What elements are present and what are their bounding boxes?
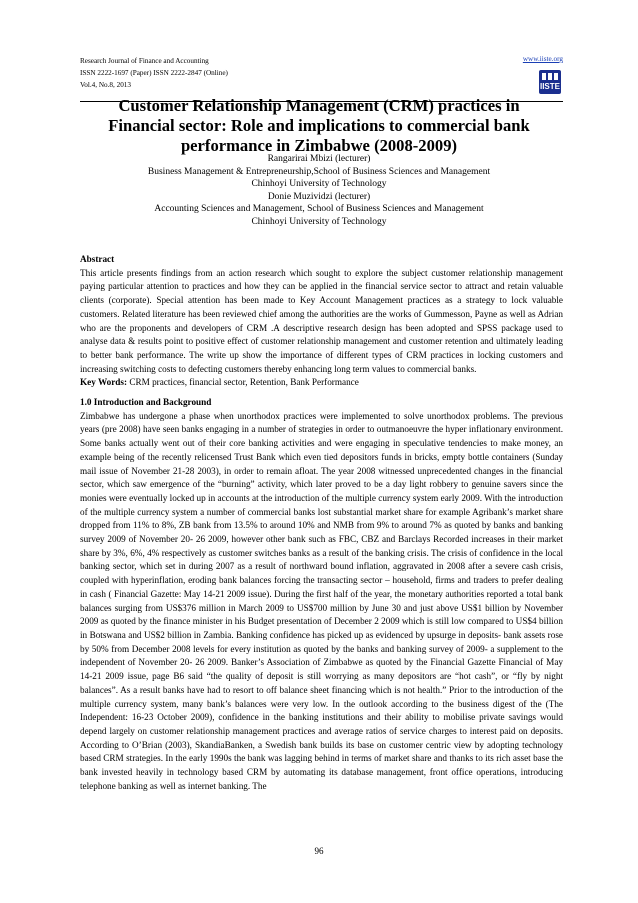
volume-issue: Vol.4, No.8, 2013 [80, 81, 131, 89]
article-body [80, 253, 563, 793]
keywords-line [80, 376, 563, 390]
journal-name: Research Journal of Finance and Accounting [80, 57, 209, 65]
journal-url-link[interactable]: www.iiste.org [522, 55, 563, 63]
section-heading: 1.0 Introduction and Background [80, 397, 212, 408]
section-text: Zimbabwe has undergone a phase when unorthodox practices were implemented to solve unorthodox problems. The previous years (pre 2008) have seen banks engaging in a number of strategies in order to outmanoeuvre the hyper inflationary environment. Some banks actually went out of their core banking activities and were engaging in speculative tendencies to make money, an example being of the recently relicensed Trust Bank which even tied depositors funds in bricks, empty bottle containers (Sunday mail issue of November 21-28 2003), in order to remain afloat. The year 2008 witnessed unprecedented changes in the financial sector, which saw emergence of the “burning” activity, which later proved to be a day light robbery to genuine savers since the monies were eventually locked up in accounts at the introduction of the multiple currency system early 2009. With the introduction of the multiple currency system a number of commercial banks lost substantial market share for example Agribank’s market share dropped from 11% to 8%, ZB bank from 13.5% to around 10% and NMB from 9% to around 7% as quoted by banks and banking survey 2009 of November 20- 26 2009, however other bank such as FBC, CBZ and Barclays Recorded increases in their market share by 3%, 6%, 4% respectively as customer switches banks as a result of the banking crisis. The crisis of confidence in the local banking sector, which set in during 2007 as a result of northward bound inflation, aggravated in 2008 after a severe cash crisis, coupled with hyperinflation, eroding bank balances forcing the transacting sector – household, firms and traders to prefer dealing in cash ( Financial Gazette: May 14-21 2009 issue). During the first half of the year, the monetary authorities reported a total bank balances surging from US$376 million in March 2009 to US$700 million by June 30 and just above US$1 billion by November 2009 as quoted by the finance minister in his Budget presentation of December 2 2009 which is still low compared to US$4 billion in Botswana and US$2 billion in Zambia. Banking confidence has picked up as evidenced by upsurge in deposits- bank assets rose by 50% from December 2008 levels for every institution as quoted by the banks and banking survey of 2009- a supplement to the independent of November 20- 26 2009. Banker’s Association of Zimbabwe as quoted by the Financial Gazette Financial of May 14-21 2009 issue, page B6 said “the quality of deposit is still worrying as many depositors are “hot cash”, or “fly by night balances”. As a result banks have had to resort to off balance sheet financing which is not health.” Prior to the introduction of the multiple currency system, many bank’s balances were very low. In the outlook according to the business digest of the (The Independent: 16-23 October 2009), confidence in the banking institutions and their ability to mobilise private savings would depend largely on customer relationship management practices and average ratios of service charges to interest paid on deposits. According to O’Brian (2003), SkandiaBanken, a Swedish bank builds its base on customer centric view by adopting technology based CRM strategies. In the early 1990s the bank was lagging behind in terms of market share and thanks to its rich asset base the bank invested heavily in technology based CRM by automating its database management, front office operations, introducing telephone banking as well as internet banking. The [80, 410, 563, 791]
author-name: Donie Muzividzi (lecturer) [267, 191, 371, 202]
paper-title: Customer Relationship Management (CRM) practices in Financial sector: Role and implications to commercial bank performance in Zimbabwe (2008-2009) [108, 96, 530, 155]
author-name: Rangarirai Mbizi (lecturer) [267, 154, 371, 164]
page-number: 96 [314, 846, 324, 856]
author-affiliation: Business Management & Entrepreneurship,School of Business Sciences and Management [147, 166, 491, 177]
author-block [70, 153, 568, 228]
author-university: Chinhoyi University of Technology [251, 179, 387, 189]
issn: ISSN 2222-1697 (Paper) ISSN 2222-2847 (Online) [80, 69, 228, 77]
keywords-text: CRM practices, financial sector, Retention, Bank Performance [127, 377, 359, 388]
abstract-heading: Abstract [80, 254, 115, 264]
logo-text: IISTE [539, 82, 560, 91]
author-university: Chinhoyi University of Technology [251, 216, 387, 227]
abstract-text: This article presents findings from an action research which sought to explore the subject customer relationship management paying particular attention to practices and how they can be applied in the financial service sector to attract and retain valuable clients (corporate). Special attention has been made to Key Account Management practices as a strategy to lock valuable customers. Related literature has been reviewed chief among the authorities are the works of Gummesson, Payne as well as Adrian who are the proponents and developers of CRM .A descriptive research design has been adopted and SPSS package used to analyse data & results point to positive effect of customer relationship management and customer retention and ultimately leading to better bank performance. The write up show the importance of different types of CRM practices in locking customers and increasing switching costs to defecting customers thereby enhancing long term values to commercial banks. [80, 267, 563, 374]
keywords-label: Key Words: [80, 377, 128, 388]
author-affiliation: Accounting Sciences and Management, School of Business Sciences and Management [154, 204, 484, 214]
logo-mark-icon [542, 73, 558, 80]
iiste-logo [539, 70, 561, 94]
